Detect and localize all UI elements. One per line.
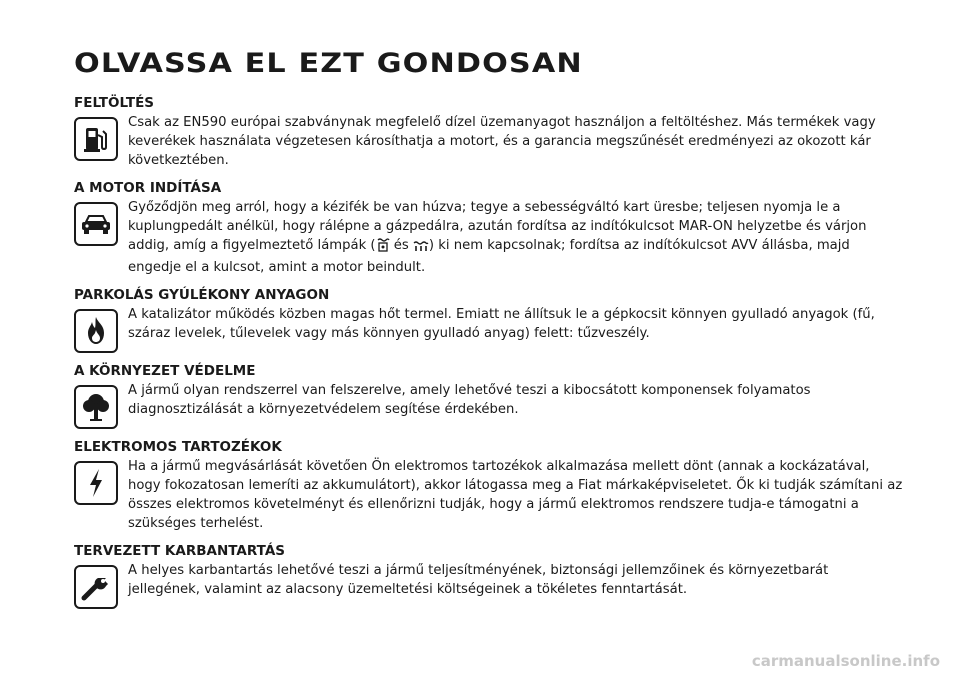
section-text: Győződjön meg arról, hogy a kézifék be van húzva; tegye a sebességváltó kart üresbe; teljesen nyomja le a kuplungpedált anélkül, hogy rálépne a gázpedálra, azután fordítsa az indítókulcsot MAR-ON helyzetbe és várjon addig, amíg a figyelmeztető lámpák ( és ) ki nem kapcsolnak; fordítsa az indítókulcsot AVV állásba, majd engedje el a kulcsot, amint a motor beindult.	[128, 200, 867, 275]
watermark-footer: carmanualsonline.info	[751, 652, 940, 670]
lightning-icon	[74, 461, 118, 505]
glow-plug-icon	[413, 239, 429, 258]
section-electrical-accessories	[74, 439, 904, 533]
wrench-icon	[74, 565, 118, 609]
section-heading: A KÖRNYEZET VÉDELME	[74, 363, 256, 379]
car-icon	[74, 202, 118, 246]
section-refueling	[74, 95, 904, 170]
section-text: A jármű olyan rendszerrel van felszerelve, amely lehetővé teszi a kibocsátott komponensek folyamatos diagnosztizálását a környezetvédelem segítése érdekében.	[128, 383, 811, 417]
section-text: A katalizátor működés közben magas hőt termel. Emiatt ne állítsuk le a gépkocsit könnyen gyulladó anyagok (fű, száraz levelek, tűlevelek vagy más könnyen gyulladó anyag) felett: tűzveszély.	[128, 307, 875, 341]
section-text: Csak az EN590 európai szabványnak megfelelő dízel üzemanyagot használjon a feltöltéshez. Más termékek vagy keverékek használata végzetesen károsíthatja a motort, és a garancia megszűnését eredményezi az okozott kár következtében.	[128, 115, 876, 168]
section-heading: FELTÖLTÉS	[74, 95, 155, 111]
section-heading: ELEKTROMOS TARTOZÉKOK	[74, 439, 282, 455]
section-scheduled-maintenance	[74, 543, 904, 609]
section-heading: PARKOLÁS GYÚLÉKONY ANYAGON	[74, 287, 330, 303]
section-heading: A MOTOR INDÍTÁSA	[74, 180, 222, 196]
section-engine-start	[74, 180, 904, 277]
section-environment	[74, 363, 904, 429]
tree-icon	[74, 385, 118, 429]
section-heading: TERVEZETT KARBANTARTÁS	[74, 543, 286, 559]
section-text: A helyes karbantartás lehetővé teszi a jármű teljesítményének, biztonsági jellemzőinek és környezetbarát jellegének, valamint az alacsony üzemeltetési költségeinek a tökéletes fenntartását.	[128, 563, 829, 597]
flame-icon	[74, 309, 118, 353]
section-parking-flammable	[74, 287, 904, 353]
section-text: Ha a jármű megvásárlását követően Ön elektromos tartozékok alkalmazása mellett dönt (annak a kockázatával, hogy fokozatosan lemeríti az akkumulátort), akkor látogassa meg a Fiat márkaképviseletet. Ők ki tudják számítani az összes elektromos követelményt és ellenőrizni tudják, hogy a jármű elektromos rendszere tudja-e támogatni a szükséges terhelést.	[128, 459, 903, 531]
document-page	[74, 48, 904, 619]
page-title: OLVASSA EL EZT GONDOSAN	[74, 48, 583, 79]
glow-plug-warning-icon	[376, 238, 390, 258]
fuel-pump-icon	[74, 117, 118, 161]
